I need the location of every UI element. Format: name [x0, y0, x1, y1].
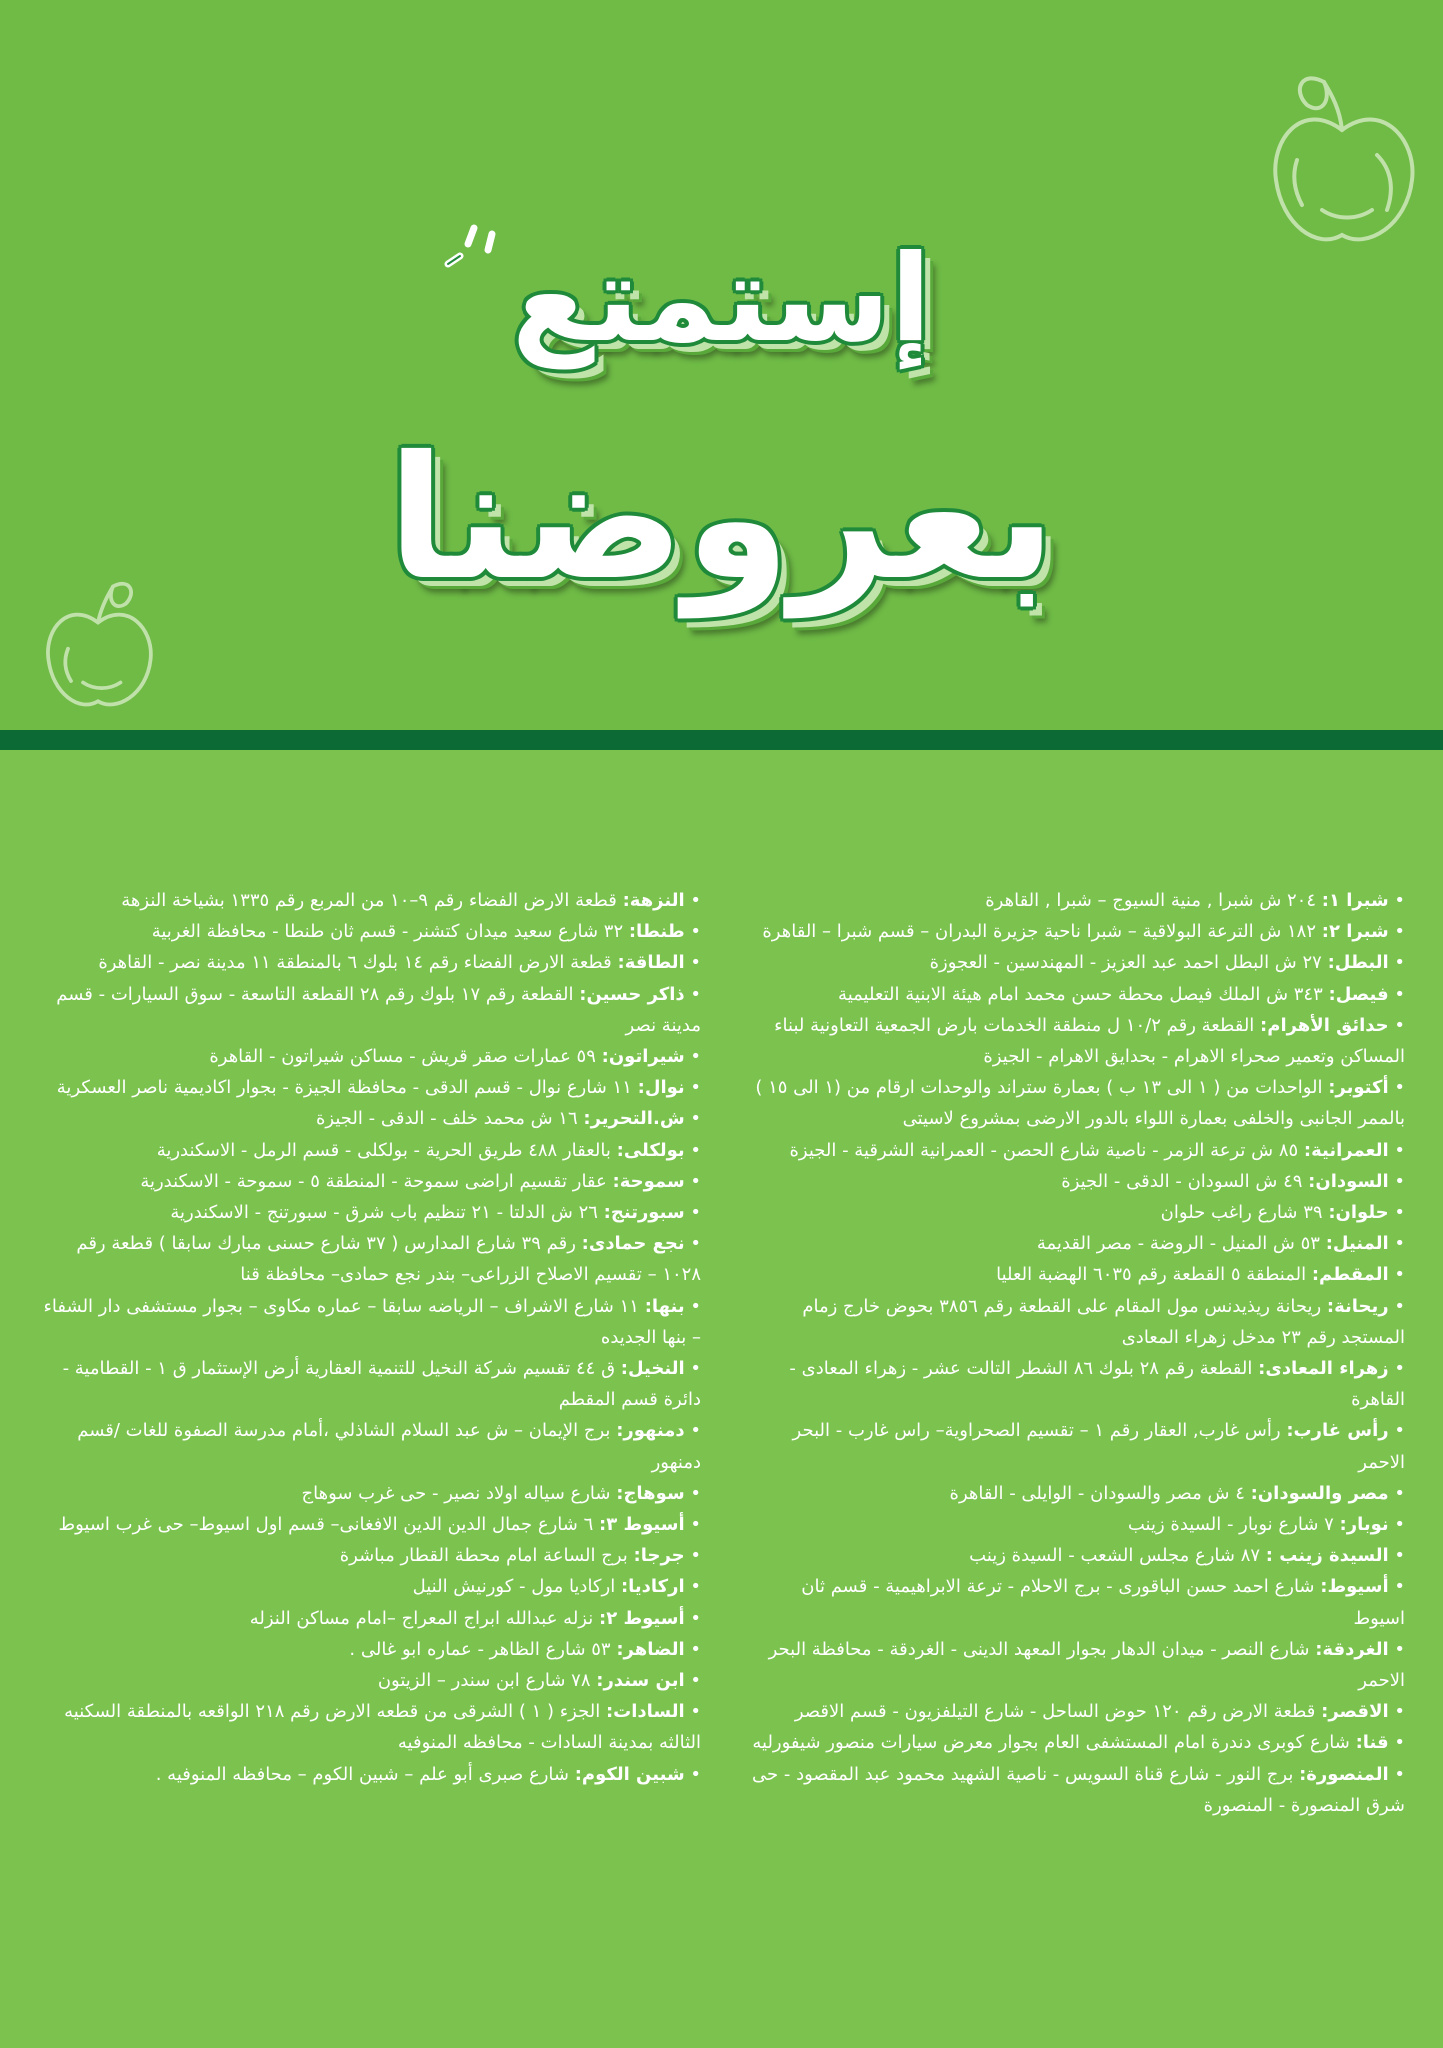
- branch-item: • البطل: ٢٧ ش البطل احمد عبد العزيز - المهندسين - العجوزة: [929, 952, 1405, 974]
- branch-item: • السودان: ٤٩ ش السودان - الدقى - الجيزة: [1061, 1170, 1405, 1192]
- branch-item: • سموحة: عقار تقسيم اراضى سموحة - المنطقة ٥ - سموحة - الاسكندرية: [140, 1170, 701, 1192]
- branch-item: • العمرانية: ٨٥ ش ترعة الزمر - ناصية شارع الحصن - العمرانية الشرقية - الجيزة: [789, 1139, 1405, 1161]
- branch-item: • طنطا: ٣٢ شارع سعيد ميدان كتشنر - قسم ثان طنطا - محافظة الغربية: [151, 921, 701, 943]
- branch-item: • دمنهور: برج الإيمان – ش عبد السلام الشاذلي ،أمام مدرسة الصفوة للغات /قسم دمنهور: [77, 1420, 701, 1473]
- branch-item: • النخيل: ق ٤٤ تقسيم شركة النخيل للتنمية العقارية أرض الإستثمار ق ١ - القطامية - دائرة قسم المقطم: [62, 1358, 701, 1411]
- branch-item: • قنا: شارع كوبرى دندرة امام المستشفى العام بجوار معرض سيارات منصور شيفورليه: [752, 1732, 1405, 1754]
- apple-outline-icon: [1262, 60, 1422, 260]
- branch-item: • الاقصر: قطعة الارض رقم ١٢٠ حوض الساحل - شارع التيلفزيون - قسم الاقصر: [794, 1701, 1405, 1723]
- branch-item: • فيصل: ٣٤٣ ش الملك فيصل محطة حسن محمد امام هيئة الابنية التعليمية: [838, 983, 1405, 1005]
- branch-item: • بولكلى: بالعقار ٤٨٨ طريق الحرية - بولكلى - قسم الرمل - الاسكندرية: [156, 1139, 701, 1161]
- branch-item: • شيراتون: ٥٩ عمارات صقر قريش - مساكن شيراتون - القاهرة: [209, 1046, 701, 1068]
- hero-banner: [0, 0, 1443, 730]
- branch-item: • أسيوط: شارع احمد حسن الباقورى - برج الاحلام - ترعة الابراهيمية - قسم ثان اسيوط: [801, 1576, 1405, 1629]
- branches-list-left: [41, 885, 701, 1790]
- branch-item: • جرجا: برج الساعة امام محطة القطار مباشرة: [339, 1545, 701, 1567]
- branch-item: • ش.التحرير: ١٦ ش محمد خلف - الدقى - الجيزة: [316, 1108, 701, 1130]
- branch-item: • السيدة زينب : ٨٧ شارع مجلس الشعب - السيدة زينب: [969, 1545, 1405, 1567]
- branch-item: • اركاديا: اركاديا مول - كورنيش النيل: [412, 1576, 701, 1598]
- branch-item: • سبورتنج: ٢٦ ش الدلتا - ٢١ تنظيم باب شرق - سبورتنج - الاسكندرية: [170, 1202, 701, 1224]
- branch-item: • حدائق الأهرام: القطعة رقم ١٠/٢ ل منطقة الخدمات بارض الجمعية التعاونية لبناء المساكن وتعمير صحراء الاهرام - بحدايق الاهرام - الجيزة: [774, 1014, 1405, 1068]
- apple-outline-icon: [38, 570, 158, 720]
- branch-item: • الطاقة: قطعة الارض الفضاء رقم ١٤ بلوك ٦ بالمنطقة ١١ مدينة نصر - القاهرة: [98, 952, 701, 974]
- branch-item: • نجع حمادى: رقم ٣٩ شارع المدارس ( ٣٧ شارع حسنى مبارك سابقا ) قطعة رقم ١٠٢٨ – تقسيم الاصلاح الزراعى– بندر نجع حمادى– محافظة قنا: [76, 1233, 701, 1286]
- branch-item: • حلوان: ٣٩ شارع راغب حلوان: [1160, 1202, 1405, 1224]
- branch-item: • النزهة: قطعة الارض الفضاء رقم ٩–١٠ من المربع رقم ١٣٣٥ بشياخة النزهة: [121, 890, 701, 911]
- branch-item: • رأس غارب: رأس غارب, العقار رقم ١ – تقسيم الصحراوية– راس غارب - البحر الاحمر: [792, 1420, 1405, 1473]
- branch-item: • بنها: ١١ شارع الاشراف – الرياضه سابقا – عماره مكاوى – بجوار مستشفى دار الشفاء – بنها الجديده: [43, 1295, 701, 1348]
- branch-item: • شبين الكوم: شارع صبرى أبو علم – شبين الكوم – محافظه المنوفيه .: [155, 1763, 701, 1785]
- branch-item: • مصر والسودان: ٤ ش مصر والسودان - الوايلى - القاهرة: [949, 1482, 1405, 1504]
- branch-item: • أسيوط ٢: نزله عبدالله ابراج المعراج –امام مساكن النزله: [249, 1607, 701, 1629]
- branch-item: • شبرا ٢: ١٨٢ ش الترعة البولاقية – شبرا ناحية جزيرة البدران – قسم شبرا – القاهرة: [762, 921, 1405, 943]
- branch-item: • المنيل: ٥٣ ش المنيل - الروضة - مصر القديمة: [1036, 1233, 1405, 1255]
- branch-item: • ذاكر حسين: القطعة رقم ١٧ بلوك رقم ٢٨ القطعة التاسعة - سوق السيارات - قسم مدينة نصر: [56, 983, 701, 1036]
- branch-item: • سوهاج: شارع سياله اولاد نصير - حى غرب سوهاج: [301, 1482, 701, 1504]
- hero-title-line2: بعروضنا: [387, 420, 1056, 618]
- branch-item: • ريحانة: ريحانة ريذيدنس مول المقام على القطعة رقم ٣٨٥٦ بحوض خارج زمام المستجد رقم ٢٣ مدخل زهراء المعادى: [802, 1295, 1405, 1348]
- branch-item: • المنصورة: برج النور - شارع قناة السويس - ناصية الشهيد محمود عبد المقصود - حى شرق المنصورة - المنصورة: [752, 1763, 1405, 1816]
- branch-item: • المقطم: المنطقة ٥ القطعة رقم ٦٠٣٥ الهضبة العليا: [996, 1264, 1405, 1286]
- branch-item: • الضاهر: ٥٣ شارع الظاهر - عماره ابو غالى .: [349, 1638, 701, 1660]
- branch-item: • نوبار: ٧ شارع نوبار - السيدة زينب: [1127, 1514, 1405, 1536]
- branch-item: • أكتوبر: الواحدات من ( ١ الى ١٣ ب ) بعمارة ستراند والوحدات ارقام من (١ الى ١٥ ) بالممر الجانبى والخلفى بعمارة اللواء بالدور الارضى بمشروع لاسيتى: [755, 1077, 1405, 1130]
- hero-title-line1: إستمتع: [511, 230, 932, 369]
- branches-list-right: [745, 885, 1405, 1821]
- branch-item: • زهراء المعادى: القطعة رقم ٢٨ بلوك ٨٦ الشطر التالت عشر - زهراء المعادى - القاهرة: [789, 1358, 1405, 1411]
- branch-item: • ابن سندر: ٧٨ شارع ابن سندر – الزيتون: [377, 1670, 701, 1692]
- section-divider: [0, 730, 1443, 750]
- branch-item: • السادات: الجزء ( ١ ) الشرقى من قطعه الارض رقم ٢١٨ الواقعه بالمنطقة السكنيه الثالثه بمدينة السادات - محافظه المنوفيه: [64, 1701, 701, 1754]
- branch-item: • الغردقة: شارع النصر - ميدان الدهار بجوار المعهد الدينى - الغردقة - محافظة البحر الاحمر: [768, 1638, 1405, 1692]
- branch-item: • أسيوط ٣: ٦ شارع جمال الدين الدين الافغانى– قسم اول اسيوط– حى غرب اسيوط: [58, 1514, 701, 1536]
- branch-item: • نوال: ١١ شارع نوال - قسم الدقى - محافظة الجيزة - بجوار اكاديمية ناصر العسكرية: [56, 1077, 701, 1099]
- branch-item: • شبرا ١: ٢٠٤ ش شبرا , منية السيوج – شبرا , القاهرة: [985, 890, 1405, 911]
